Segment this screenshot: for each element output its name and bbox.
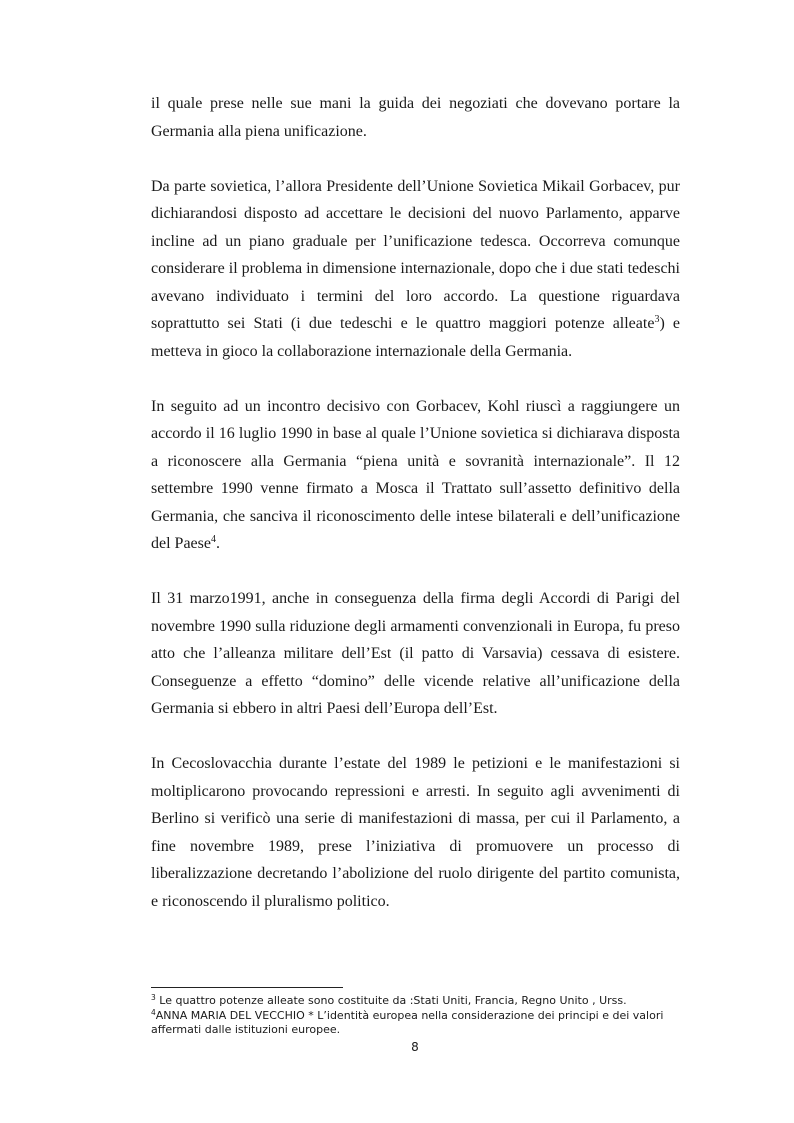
paragraph-3-text-a: In seguito ad un incontro decisivo con Gorbacev, Kohl riuscì a raggiungere un accordo il 16 luglio 1990 in base al quale l’Unione sovietica si dichiarava disposta a riconoscere alla Germania “piena unità e sovranità internazionale”. Il 12 settembre 1990 venne firmato a Mosca il Trattato sull’assetto definitivo della Germania, che sanciva il riconoscimento delle intese bilaterali e dell’unificazione del Paese (151, 397, 680, 552)
footnote-3-mark: 3 (151, 993, 156, 1002)
footnote-4-mark: 4 (151, 1007, 156, 1017)
paragraph-2 (151, 173, 680, 366)
paragraph-2-text-a: Da parte sovietica, l’allora Presidente dell’Unione Sovietica Mikail Gorbacev, pur dichiarandosi disposto ad accettare le decisioni del nuovo Parlamento, apparve incline ad un piano graduale per l’unificazione tedesca. Occorreva comunque considerare il problema in dimensione internazionale, dopo che i due stati tedeschi avevano individuato i termini del loro accordo. La questione riguardava soprattutto sei Stati (i due tedeschi e le quattro maggiori potenze alleate (151, 177, 680, 332)
footnote-ref-3[interactable]: 3 (654, 314, 660, 325)
paragraph-2-text-b: ) e metteva in gioco la collaborazione internazionale della Germania. (151, 315, 680, 360)
footnotes (151, 994, 680, 1038)
paragraph-1: il quale prese nelle sue mani la guida dei negoziati che dovevano portare la Germania alla piena unificazione. (151, 95, 680, 140)
paragraph-5: In Cecoslovacchia durante l’estate del 1989 le petizioni e le manifestazioni si moltiplicarono provocando repressioni e arresti. In seguito agli avvenimenti di Berlino si verificò una serie di manifestazioni di massa, per cui il Parlamento, a fine novembre 1989, prese l’iniziativa di promuovere un processo di liberalizzazione decretando l’abolizione del ruolo dirigente del partito comunista, e riconoscendo il pluralismo politico. (151, 755, 680, 910)
footnote-separator (151, 987, 343, 988)
paragraph-3-text-b: . (215, 535, 220, 552)
footnote-ref-4[interactable]: 4 (210, 534, 216, 545)
paragraph-3 (151, 393, 680, 558)
footnote-3 (151, 994, 680, 1009)
paragraph-4: Il 31 marzo1991, anche in conseguenza della firma degli Accordi di Parigi del novembre 1990 sulla riduzione degli armamenti convenzionali in Europa, fu preso atto che l’alleanza militare dell’Est (il patto di Varsavia) cessava di esistere. Conseguenze a effetto “domino” delle vicende relative all’unificazione della Germania si ebbero in altri Paesi dell’Europa dell’Est. (151, 590, 680, 717)
footnote-4-text: ANNA MARIA DEL VECCHIO * L’identità europea nella considerazione dei principi e dei valori affermati dalle istituzioni europee. (151, 1008, 664, 1036)
footnote-4 (151, 1009, 680, 1038)
page-number: 8 (411, 1040, 419, 1054)
footnote-3-text: Le quattro potenze alleate sono costituite da :Stati Uniti, Francia, Regno Unito , Urss. (155, 994, 627, 1007)
body-text (151, 90, 680, 915)
